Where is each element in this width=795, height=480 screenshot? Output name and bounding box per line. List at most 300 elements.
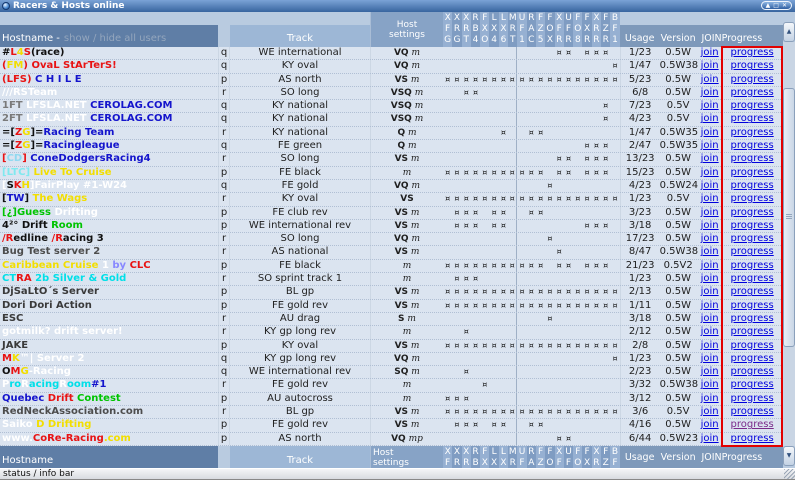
flag-cell: p (218, 74, 230, 86)
version-cell: 0.5W (665, 326, 692, 338)
hostname-segment: Contest (77, 392, 121, 404)
car-mark-cell-ufr (564, 273, 573, 285)
settings-cell (370, 127, 443, 139)
progress-cell (722, 260, 783, 272)
car-mark-cell-fz5: ¤ (538, 407, 544, 417)
settings-mode: m (410, 74, 420, 85)
car-mark-cell-fox (545, 100, 554, 112)
usage-cell: 15/23 (620, 167, 660, 179)
hostname-link[interactable] (0, 127, 218, 139)
car-mark-cell-xfr: ¤ (556, 433, 562, 443)
hostname-link[interactable] (0, 60, 218, 72)
car-mark-cell-bf1: ¤ (612, 61, 618, 71)
flag-cell: r (218, 326, 230, 338)
join-link[interactable]: join (700, 113, 719, 125)
join-link[interactable]: join (700, 86, 719, 98)
car-mark-cell-xrg: ¤ (454, 220, 460, 230)
car-mark-cell-mrt: ¤ (508, 340, 517, 352)
progress-link[interactable]: progress (730, 299, 774, 311)
car-mark-cell-xrr: ¤ (593, 48, 599, 57)
footer-join-label: JOIN (697, 446, 722, 468)
car-mark-cell-lx4: ¤ (491, 167, 497, 177)
car-mark-cell-fox (545, 433, 554, 445)
settings-mode: m (411, 48, 421, 58)
progress-link[interactable]: progress (730, 126, 774, 138)
close-button[interactable]: ✕ (781, 2, 787, 9)
settings-cell (370, 433, 443, 445)
car-mark-cell-fxo: ¤ (482, 380, 488, 390)
car-mark-cell-uf1 (517, 366, 526, 378)
car-mark-cell-fxr: ¤ (584, 74, 590, 84)
progress-link[interactable]: progress (730, 312, 774, 324)
car-mark-cell-lx4 (489, 366, 498, 378)
join-link[interactable]: join (700, 219, 719, 231)
car-mark-cell-fo8 (573, 393, 582, 405)
hostname-link[interactable] (0, 379, 218, 391)
hostname-link[interactable] (0, 167, 218, 179)
car-mark-cell-bf1 (610, 393, 619, 405)
settings-mode: m (414, 114, 424, 125)
car-mark-cell-xrg (452, 87, 461, 99)
car-mark-cell-fz5 (536, 313, 545, 325)
car-mark-cell-uf1: ¤ (519, 194, 525, 204)
car-mark-cell-xfr: ¤ (556, 287, 562, 297)
footer-car-column-fz5: F Z (537, 447, 544, 468)
car-mark-cell-xrt: ¤ (463, 87, 469, 97)
car-mark-cell-fox: ¤ (547, 300, 553, 310)
join-link[interactable]: join (700, 312, 719, 324)
hostname-link[interactable] (0, 300, 218, 312)
join-link[interactable]: join (700, 286, 719, 298)
scrollbar-thumb[interactable] (783, 88, 795, 347)
car-mark-cell-ufr (564, 379, 573, 391)
car-mark-cell-lx4 (489, 87, 498, 99)
car-mark-cell-uf1: ¤ (519, 260, 525, 270)
progress-link[interactable]: progress (730, 219, 774, 231)
car-mark-cell-uf1 (517, 220, 526, 232)
car-mark-cell-xrr (592, 180, 601, 192)
progress-link[interactable]: progress (730, 286, 774, 298)
join-link[interactable]: join (700, 60, 719, 72)
hostname-segment: ( (2, 60, 7, 72)
track-cell: AS national (271, 246, 329, 258)
join-cell (697, 233, 722, 245)
car-mark-cell-uf1: ¤ (519, 340, 525, 350)
hostname-segment: S (6, 179, 14, 191)
car-mark-cell-xrg (452, 60, 461, 72)
car-mark-cell-rac: ¤ (528, 300, 534, 310)
hostname-link[interactable] (0, 74, 218, 86)
settings-flags: Q (397, 127, 406, 138)
car-mark-cell-xrg: ¤ (454, 167, 460, 177)
join-link[interactable]: join (700, 126, 719, 138)
progress-link[interactable]: progress (730, 206, 774, 218)
car-mark-cell-rb4 (471, 60, 480, 72)
progress-link[interactable]: progress (730, 113, 774, 125)
status-bar (0, 468, 795, 479)
car-mark-cell-uf1 (517, 113, 526, 125)
car-mark-cell-uf1 (517, 419, 526, 431)
hostname-link[interactable] (0, 313, 218, 325)
car-mark-cell-fzr (601, 433, 610, 445)
car-mark-cell-xfr: ¤ (556, 74, 562, 84)
settings-flags: VS (394, 74, 409, 85)
footer-car-column-mrt: M R (508, 447, 517, 468)
progress-link[interactable]: progress (730, 352, 774, 364)
hostname-segment: gotmilk? drift server! (2, 326, 123, 338)
car-mark-cell-bf1: ¤ (612, 340, 618, 350)
car-mark-cell-xfg: ¤ (445, 300, 451, 310)
resize-grip[interactable] (784, 469, 795, 479)
car-mark-cell-xrr: ¤ (593, 407, 599, 417)
hostname-link[interactable] (0, 87, 218, 99)
join-link[interactable]: join (700, 193, 719, 205)
hostname-link[interactable] (0, 286, 218, 298)
flag-cell: q (218, 180, 230, 192)
car-mark-cell-rac (527, 60, 536, 72)
track-cell: FE gold rev (272, 299, 328, 311)
car-mark-cell-lx4 (489, 47, 498, 59)
progress-link[interactable]: progress (730, 179, 774, 191)
car-column-header-lx4: L X 4 (491, 13, 498, 45)
hostname-link[interactable] (0, 233, 218, 245)
car-mark-cell-fxo: ¤ (482, 260, 488, 270)
car-mark-cell-fzr (601, 313, 610, 325)
hostname-segment: CLC (129, 259, 151, 271)
join-link[interactable]: join (700, 140, 719, 152)
hostname-link[interactable] (0, 393, 218, 405)
usage-cell: 13/23 (620, 153, 660, 165)
car-mark-cell-rb4: ¤ (472, 300, 479, 310)
hostname-link[interactable] (0, 220, 218, 232)
car-mark-cell-fox (545, 326, 554, 338)
progress-link[interactable]: progress (730, 432, 774, 444)
car-mark-cell-fxr (582, 113, 591, 125)
car-mark-cell-rb4 (471, 353, 480, 365)
progress-cell (722, 127, 783, 139)
progress-cell (722, 419, 783, 431)
car-mark-cell-xrg: ¤ (454, 407, 460, 417)
join-cell (697, 353, 722, 365)
car-mark-cell-ufr (564, 220, 573, 232)
car-mark-cell-fox (545, 87, 554, 99)
progress-link[interactable]: progress (730, 379, 774, 391)
hostname-link[interactable] (0, 326, 218, 338)
car-mark-cell-rac: ¤ (528, 260, 534, 270)
car-column-header-xrg: X R G (453, 13, 461, 45)
join-link[interactable]: join (700, 233, 719, 245)
car-mark-cell-xfg (443, 366, 452, 378)
hostname-segment: 2FT (2, 113, 27, 125)
car-mark-cell-fox (545, 353, 554, 365)
car-mark-cell-fo8 (573, 100, 582, 112)
car-mark-cell-xfg (443, 273, 452, 285)
car-mark-cell-fo8 (573, 366, 582, 378)
hostname-link[interactable] (0, 260, 218, 272)
car-mark-cell-rac: ¤ (528, 420, 534, 430)
car-mark-cell-uf1 (517, 393, 526, 405)
progress-link[interactable]: progress (730, 392, 774, 404)
shade-button[interactable]: ▲ (765, 2, 771, 9)
join-cell (697, 366, 722, 378)
car-mark-cell-xrt (462, 353, 471, 365)
car-mark-cell-xfr (555, 419, 564, 431)
progress-link[interactable]: progress (730, 86, 774, 98)
car-mark-cell-xfr (555, 366, 564, 378)
progress-link[interactable]: progress (730, 73, 774, 85)
car-mark-cell-lx4 (489, 353, 498, 365)
progress-link[interactable]: progress (730, 246, 774, 258)
progress-cell (722, 286, 783, 298)
car-mark-cell-rac (527, 153, 536, 165)
car-mark-cell-xfg: ¤ (445, 167, 451, 177)
join-link[interactable]: join (700, 273, 719, 285)
usage-cell: 17/23 (620, 233, 660, 245)
hostname-link[interactable] (0, 47, 218, 59)
hostname-link[interactable] (0, 353, 218, 365)
car-mark-cell-fxo (480, 353, 489, 365)
progress-cell (722, 140, 783, 152)
version-cell: 0.5V (666, 193, 690, 205)
footer-car-column-xrt: X R (463, 447, 470, 468)
show-hide-all-users-link[interactable]: show / hide all users (63, 33, 167, 44)
car-mark-cell-fz5 (536, 47, 545, 59)
car-mark-cell-uf1 (517, 100, 526, 112)
car-mark-cell-lx6 (499, 180, 508, 192)
join-link[interactable]: join (700, 299, 719, 311)
progress-link[interactable]: progress (730, 47, 774, 58)
settings-flags: VQ (393, 353, 409, 364)
version-cell: 0.5W (665, 339, 692, 351)
hostname-link[interactable] (0, 207, 218, 219)
usage-cell: 5/23 (620, 74, 660, 86)
car-mark-cell-uf1 (517, 153, 526, 165)
progress-link[interactable]: progress (730, 166, 774, 178)
usage-cell: 3/6 (620, 406, 660, 418)
car-mark-cell-uf1: ¤ (519, 407, 525, 417)
car-mark-cell-xrg (452, 313, 461, 325)
hostname-link[interactable] (0, 366, 218, 378)
hostname-link[interactable] (0, 180, 218, 192)
car-mark-cell-fxr (582, 353, 591, 365)
car-mark-cell-fxo: ¤ (482, 194, 488, 204)
track-cell: KY national (271, 113, 328, 125)
join-link[interactable]: join (700, 259, 719, 271)
flag-cell: p (218, 167, 230, 179)
car-mark-cell-rb4: ¤ (472, 287, 479, 297)
car-mark-cell-xrt: ¤ (463, 367, 469, 377)
car-mark-cell-fz5 (536, 366, 545, 378)
car-mark-cell-fo8: ¤ (575, 407, 581, 417)
host-settings-header-line1: Host (396, 19, 418, 30)
car-mark-cell-ufr (564, 140, 573, 152)
car-mark-cell-mrt (508, 47, 517, 59)
car-mark-cell-rac: ¤ (528, 167, 534, 177)
progress-cell (722, 47, 783, 59)
settings-cell (370, 406, 443, 418)
car-mark-cell-fzr (601, 379, 610, 391)
server-row (0, 233, 783, 246)
car-mark-cell-fxo (480, 207, 489, 219)
join-link[interactable]: join (700, 406, 719, 418)
car-mark-cell-ufr: ¤ (565, 340, 572, 350)
car-mark-cell-xrt (462, 47, 471, 59)
hostname-segment: P (2, 379, 10, 391)
hostname-link[interactable] (0, 140, 218, 152)
car-mark-cell-xrr (592, 87, 601, 99)
join-link[interactable]: join (700, 419, 719, 431)
flag-cell: q (218, 366, 230, 378)
track-cell: AU drag (279, 312, 321, 324)
car-mark-cell-xfg (443, 60, 452, 72)
car-mark-cell-ufr (564, 87, 573, 99)
car-mark-cell-fxo (480, 140, 489, 152)
car-mark-cell-uf1: ¤ (519, 287, 525, 297)
settings-flags: VS (394, 207, 409, 218)
usage-cell: 4/23 (620, 180, 660, 192)
car-mark-cell-rac (527, 47, 536, 59)
progress-link[interactable]: progress (730, 339, 774, 351)
car-mark-cell-lx4 (489, 140, 498, 152)
car-mark-cell-fxo (480, 113, 489, 125)
join-link[interactable]: join (700, 166, 719, 178)
progress-link[interactable]: progress (730, 419, 774, 431)
app-icon (2, 2, 10, 10)
server-row (0, 207, 783, 220)
car-mark-cell-lx4 (489, 233, 498, 245)
scroll-down-arrow-icon[interactable]: ▼ (783, 446, 795, 466)
settings-flags: Q (397, 141, 406, 152)
hostname-link[interactable] (0, 419, 218, 431)
car-mark-cell-fzr (601, 366, 610, 378)
car-mark-cell-lx4 (489, 393, 498, 405)
join-link[interactable]: join (700, 100, 719, 112)
car-mark-cell-fxo: ¤ (482, 407, 488, 417)
car-column-header-xfr: X F R (556, 13, 563, 45)
track-cell: FE green (277, 140, 323, 152)
hostname-link[interactable] (0, 246, 218, 258)
scroll-up-arrow-icon[interactable]: ▲ (783, 22, 795, 42)
car-mark-cell-mrt (508, 87, 517, 99)
progress-link[interactable]: progress (730, 153, 774, 165)
hostname-segment: Z (14, 126, 23, 138)
server-row (0, 100, 783, 113)
usage-cell: 1/47 (620, 60, 660, 72)
car-mark-cell-xfr: ¤ (556, 167, 562, 177)
car-mark-cell-xfr (555, 379, 564, 391)
join-link[interactable]: join (700, 392, 719, 404)
join-link[interactable]: join (700, 73, 719, 85)
progress-link[interactable]: progress (730, 140, 774, 152)
hostname-link[interactable] (0, 273, 218, 285)
hostname-segment: CT (2, 273, 17, 285)
hostname-link[interactable] (0, 113, 218, 125)
progress-link[interactable]: progress (730, 326, 774, 338)
join-link[interactable]: join (700, 366, 719, 378)
progress-link[interactable]: progress (730, 100, 774, 112)
footer-car-column-bf1: B F (611, 447, 619, 468)
join-link[interactable]: join (700, 352, 719, 364)
join-link[interactable]: join (700, 339, 719, 351)
join-link[interactable]: join (700, 432, 719, 444)
car-mark-cell-fox (545, 419, 554, 431)
car-mark-cell-lx6 (499, 273, 508, 285)
progress-cell (722, 273, 783, 285)
progress-link[interactable]: progress (730, 366, 774, 378)
hostname-link[interactable] (0, 406, 218, 418)
progress-link[interactable]: progress (730, 259, 774, 271)
settings-cell (370, 60, 443, 72)
car-mark-cell-lx6 (499, 366, 508, 378)
hostname-segment: C H I L E (35, 73, 82, 85)
car-mark-cell-uf1 (517, 207, 526, 219)
hostname-link[interactable] (0, 433, 218, 445)
car-mark-cell-rac (527, 233, 536, 245)
car-mark-cell-fxo (480, 100, 489, 112)
join-link[interactable]: join (700, 153, 719, 165)
car-mark-cell-fo8: ¤ (575, 74, 581, 84)
hostname-segment: [ (2, 179, 7, 191)
join-link[interactable]: join (700, 326, 719, 338)
track-cell: BL gp (285, 406, 315, 418)
car-mark-cell-fxr (582, 433, 591, 445)
car-mark-cell-lx4: ¤ (491, 194, 497, 204)
hostname-link[interactable] (0, 100, 218, 112)
settings-mode: m (414, 87, 424, 98)
footer-car-column-lx6: L X (500, 447, 507, 468)
progress-link[interactable]: progress (730, 406, 774, 418)
progress-column-header: Progress (722, 12, 783, 47)
progress-link[interactable]: progress (730, 273, 774, 285)
maximize-button[interactable]: □ (773, 2, 779, 9)
car-mark-cell-xfg (443, 127, 452, 139)
car-mark-cell-xrr: ¤ (593, 300, 599, 310)
join-link[interactable]: join (700, 379, 719, 391)
car-mark-cell-fxo (480, 313, 489, 325)
progress-cell (722, 180, 783, 192)
settings-mode: m (411, 353, 421, 364)
usage-cell: 3/12 (620, 393, 660, 405)
version-cell: 0.5W38 (659, 60, 699, 72)
progress-link[interactable]: progress (730, 233, 774, 245)
car-mark-cell-xfg: ¤ (445, 74, 451, 84)
hostname-segment: TW (6, 193, 25, 205)
join-link[interactable]: join (700, 246, 719, 258)
car-mark-cell-mrt (508, 180, 517, 192)
hostname-segment: [ (2, 193, 7, 205)
car-mark-cell-fox: ¤ (547, 234, 553, 244)
hostname-segment: Drifting (54, 206, 98, 218)
car-mark-cell-rb4 (471, 47, 480, 59)
settings-flags: VS (394, 287, 409, 298)
progress-link[interactable]: progress (730, 193, 774, 205)
car-mark-cell-ufr: ¤ (565, 260, 572, 270)
progress-link[interactable]: progress (730, 60, 774, 72)
car-mark-cell-xrt (462, 180, 471, 192)
car-mark-cell-rb4 (471, 379, 480, 391)
settings-mode: m (410, 247, 420, 258)
car-mark-cell-xrg (452, 379, 461, 391)
hostname-link[interactable] (0, 340, 218, 352)
hostname-link[interactable] (0, 193, 218, 205)
hostname-link[interactable] (0, 153, 218, 165)
join-link[interactable]: join (700, 206, 719, 218)
car-mark-cell-lx6: ¤ (500, 74, 506, 84)
join-link[interactable]: join (700, 179, 719, 191)
car-column-header-fzr: F Z R (602, 13, 609, 45)
join-link[interactable]: join (700, 47, 719, 58)
car-column-header-xrt: X R T (463, 13, 470, 45)
